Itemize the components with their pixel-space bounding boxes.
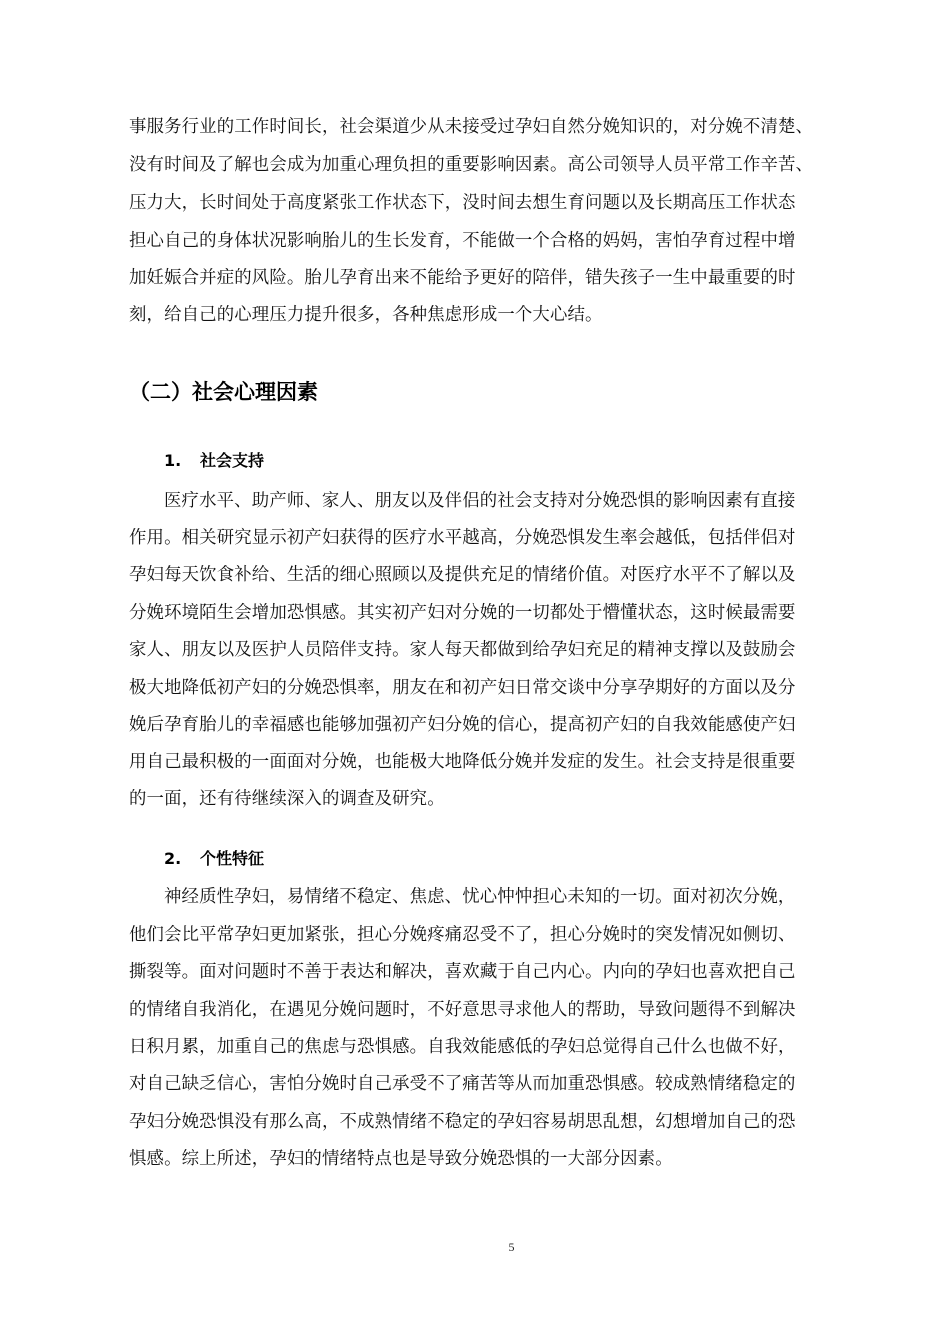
text-line: 作用。相关研究显示初产妇获得的医疗水平越高，分娩恐惧发生率会越低，包括伴侣对 — [129, 528, 796, 548]
subsection-title: 个性特征 — [200, 849, 265, 868]
text-line: 神经质性孕妇，易情绪不稳定、焦虑、忧心忡忡担心未知的一切。面对初次分娩， — [164, 887, 796, 907]
text-line: 压力大，长时间处于高度紧张工作状态下，没时间去想生育问题以及长期高压工作状态 — [129, 193, 796, 213]
text-line: 家人、朋友以及医护人员陪伴支持。家人每天都做到给孕妇充足的精神支撑以及鼓励会 — [129, 640, 796, 660]
subsection-heading-personality — [164, 846, 264, 869]
text-line: 孕妇分娩恐惧没有那么高，不成熟情绪不稳定的孕妇容易胡思乱想，幻想增加自己的恐 — [129, 1112, 796, 1132]
text-line: 他们会比平常孕妇更加紧张，担心分娩疼痛忍受不了，担心分娩时的突发情况如侧切、 — [129, 925, 796, 945]
text-line: 的一面，还有待继续深入的调查及研究。 — [129, 789, 445, 809]
text-line: 事服务行业的工作时间长，社会渠道少从未接受过孕妇自然分娩知识的，对分娩不清楚、 — [129, 117, 814, 137]
text-line: 用自己最积极的一面面对分娩，也能极大地降低分娩并发症的发生。社会支持是很重要 — [129, 752, 796, 772]
text-line: 担心自己的身体状况影响胎儿的生长发育，不能做一个合格的妈妈，害怕孕育过程中增 — [129, 231, 796, 251]
subsection-number: 2. — [164, 849, 182, 868]
text-line: 撕裂等。面对问题时不善于表达和解决，喜欢藏于自己内心。内向的孕妇也喜欢把自己 — [129, 962, 796, 982]
subsection-title: 社会支持 — [200, 451, 265, 470]
text-line: 对自己缺乏信心，害怕分娩时自己承受不了痛苦等从而加重恐惧感。较成熟情绪稳定的 — [129, 1074, 796, 1094]
text-line: 医疗水平、助产师、家人、朋友以及伴侣的社会支持对分娩恐惧的影响因素有直接 — [164, 491, 796, 511]
text-line: 的情绪自我消化，在遇见分娩问题时，不好意思寻求他人的帮助，导致问题得不到解决 — [129, 1000, 796, 1020]
text-line: 加妊娠合并症的风险。胎儿孕育出来不能给予更好的陪伴，错失孩子一生中最重要的时 — [129, 268, 796, 288]
section-heading: （二）社会心理因素 — [129, 380, 318, 404]
subsection-heading-social-support — [164, 448, 264, 471]
text-line: 惧感。综上所述，孕妇的情绪特点也是导致分娩恐惧的一大部分因素。 — [129, 1149, 673, 1169]
text-line: 娩后孕育胎儿的幸福感也能够加强初产妇分娩的信心，提高初产妇的自我效能感使产妇 — [129, 715, 796, 735]
text-line: 刻，给自己的心理压力提升很多，各种焦虑形成一个大心结。 — [129, 305, 603, 325]
text-line: 日积月累，加重自己的焦虑与恐惧感。自我效能感低的孕妇总觉得自己什么也做不好， — [129, 1037, 796, 1057]
text-line: 孕妇每天饮食补给、生活的细心照顾以及提供充足的情绪价值。对医疗水平不了解以及 — [129, 565, 796, 585]
page-number: 5 — [508, 1240, 515, 1254]
text-line: 极大地降低初产妇的分娩恐惧率，朋友在和初产妇日常交谈中分享孕期好的方面以及分 — [129, 678, 796, 698]
subsection-number: 1. — [164, 451, 182, 470]
text-line: 没有时间及了解也会成为加重心理负担的重要影响因素。高公司领导人员平常工作辛苦、 — [129, 155, 814, 175]
text-line: 分娩环境陌生会增加恐惧感。其实初产妇对分娩的一切都处于懵懂状态，这时候最需要 — [129, 603, 796, 623]
